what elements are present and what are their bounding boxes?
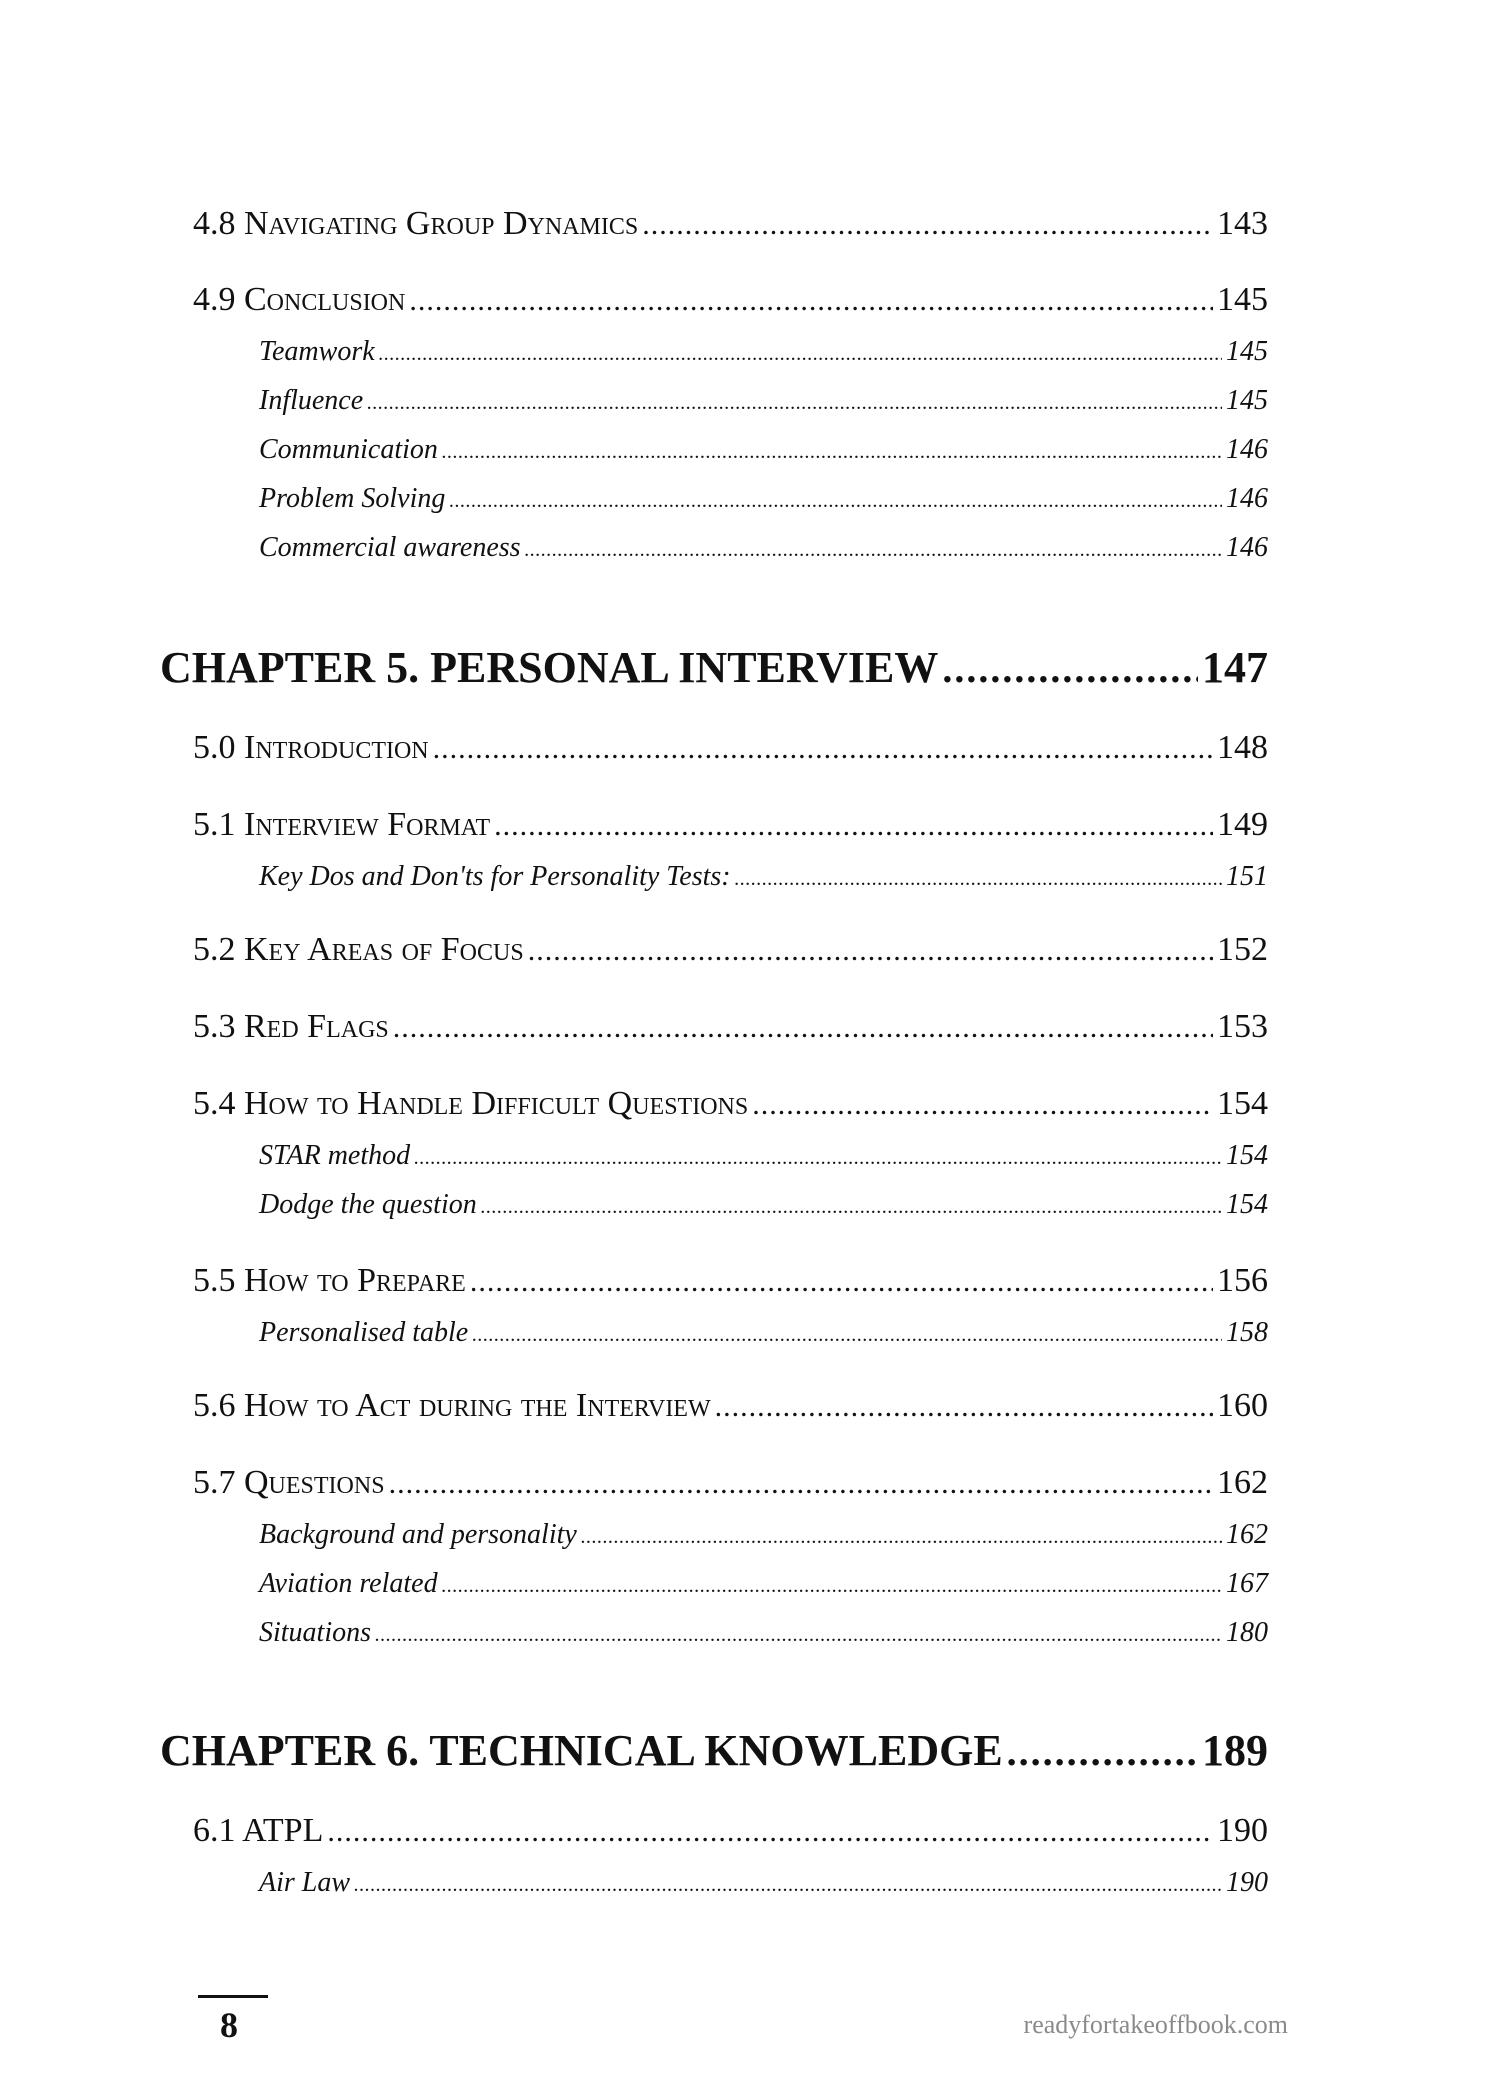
toc-page: 160 [1217, 1387, 1268, 1424]
toc-title: Air Law [259, 1867, 351, 1898]
toc-page: 154 [1226, 1189, 1268, 1220]
toc-section-5-7[interactable] [193, 1464, 1268, 1502]
toc-section-5-2[interactable] [193, 931, 1268, 969]
toc-page: 146 [1226, 483, 1268, 514]
toc-page: 145 [1226, 385, 1268, 416]
dot-leader [472, 1324, 1222, 1347]
toc-title: 4.8 Navigating Group Dynamics [193, 205, 639, 242]
dot-leader [433, 732, 1213, 766]
dot-leader [581, 1526, 1222, 1549]
page-number: 8 [220, 2005, 238, 2045]
toc-page: 152 [1217, 931, 1268, 968]
toc-page: 158 [1226, 1317, 1268, 1348]
toc-page: 145 [1226, 336, 1268, 367]
toc-subsection-key-dos[interactable] [259, 861, 1268, 893]
toc-title: STAR method [259, 1140, 411, 1171]
toc-subsection-air-law[interactable] [259, 1867, 1268, 1899]
toc-section-5-6[interactable] [193, 1387, 1268, 1425]
toc-subsection-problem-solving[interactable] [259, 483, 1268, 515]
toc-title: 5.1 Interview Format [193, 806, 491, 843]
footer-rule [198, 1995, 268, 1998]
toc-subsection-commercial-awareness[interactable] [259, 532, 1268, 564]
toc-title: Aviation related [259, 1568, 438, 1599]
toc-title: Key Dos and Don'ts for Personality Tests: [259, 861, 731, 892]
toc-page: 189 [1202, 1726, 1268, 1775]
dot-leader [327, 1815, 1213, 1849]
dot-leader [642, 208, 1213, 242]
toc-title: CHAPTER 5. PERSONAL INTERVIEW [160, 643, 939, 692]
dot-leader [942, 645, 1198, 692]
toc-page: 147 [1202, 643, 1268, 692]
toc-page: 145 [1217, 281, 1268, 318]
dot-leader [470, 1265, 1213, 1299]
toc-subsection-influence[interactable] [259, 385, 1268, 417]
toc-title: Communication [259, 434, 438, 465]
toc-title: CHAPTER 6. TECHNICAL KNOWLEDGE [160, 1726, 1003, 1775]
toc-title: Personalised table [259, 1317, 469, 1348]
dot-leader [393, 1011, 1213, 1045]
toc-page: 162 [1217, 1464, 1268, 1501]
toc-subsection-dodge-question[interactable] [259, 1189, 1268, 1221]
toc-section-5-0[interactable] [193, 729, 1268, 767]
toc-chapter-5[interactable] [160, 642, 1268, 693]
footer-website: readyfortakeoffbook.com [1023, 2010, 1288, 2039]
toc-page: 149 [1217, 806, 1268, 843]
toc-chapter-6[interactable] [160, 1725, 1268, 1776]
toc-subsection-star-method[interactable] [259, 1140, 1268, 1172]
toc-subsection-background[interactable] [259, 1519, 1268, 1551]
dot-leader [449, 490, 1222, 513]
toc-title: 5.7 Questions [193, 1464, 385, 1501]
toc-page: 151 [1226, 861, 1268, 892]
dot-leader [752, 1088, 1213, 1122]
toc-section-4-8[interactable] [193, 205, 1268, 243]
toc-page: 154 [1217, 1085, 1268, 1122]
toc-title: 5.2 Key Areas of Focus [193, 931, 524, 968]
toc-page: 162 [1226, 1519, 1268, 1550]
toc-section-5-3[interactable] [193, 1008, 1268, 1046]
dot-leader [735, 868, 1222, 891]
dot-leader [389, 1467, 1213, 1501]
toc-title: 5.6 How to Act during the Interview [193, 1387, 711, 1424]
toc-subsection-situations[interactable] [259, 1617, 1268, 1649]
toc-page: 153 [1217, 1008, 1268, 1045]
toc-title: Teamwork [259, 336, 375, 367]
dot-leader [414, 1147, 1222, 1170]
dot-leader [525, 539, 1222, 562]
dot-leader [367, 392, 1222, 415]
dot-leader [481, 1196, 1222, 1219]
dot-leader [715, 1390, 1213, 1424]
dot-leader [494, 809, 1213, 843]
toc-subsection-aviation-related[interactable] [259, 1568, 1268, 1600]
toc-title: 6.1 ATPL [193, 1812, 324, 1849]
dot-leader [354, 1874, 1222, 1897]
dot-leader [442, 441, 1222, 464]
toc-title: Background and personality [259, 1519, 577, 1550]
dot-leader [379, 343, 1222, 366]
toc-section-5-4[interactable] [193, 1085, 1268, 1123]
toc-title: Influence [259, 385, 364, 416]
toc-title: 5.3 Red Flags [193, 1008, 389, 1045]
dot-leader [375, 1624, 1222, 1647]
toc-section-5-1[interactable] [193, 806, 1268, 844]
dot-leader [1007, 1728, 1198, 1775]
toc-page: 148 [1217, 729, 1268, 766]
toc-title: 5.4 How to Handle Difficult Questions [193, 1085, 749, 1122]
toc-page: 156 [1217, 1262, 1268, 1299]
toc-title: 5.0 Introduction [193, 729, 429, 766]
toc-section-4-9[interactable] [193, 281, 1268, 319]
toc-section-5-5[interactable] [193, 1262, 1268, 1300]
dot-leader [409, 284, 1213, 318]
toc-page: 146 [1226, 434, 1268, 465]
toc-page: 167 [1226, 1568, 1268, 1599]
toc-page: 190 [1226, 1867, 1268, 1898]
toc-subsection-personalised-table[interactable] [259, 1317, 1268, 1349]
toc-section-6-1[interactable] [193, 1812, 1268, 1850]
toc-subsection-communication[interactable] [259, 434, 1268, 466]
toc-title: Dodge the question [259, 1189, 477, 1220]
dot-leader [442, 1575, 1222, 1598]
toc-page: 154 [1226, 1140, 1268, 1171]
toc-page: 180 [1226, 1617, 1268, 1648]
toc-page: 143 [1217, 205, 1268, 242]
toc-title: Problem Solving [259, 483, 446, 514]
dot-leader [528, 934, 1213, 968]
toc-page: 190 [1217, 1812, 1268, 1849]
toc-subsection-teamwork[interactable] [259, 336, 1268, 368]
toc-title: 5.5 How to Prepare [193, 1262, 466, 1299]
toc-title: 4.9 Conclusion [193, 281, 406, 318]
toc-title: Situations [259, 1617, 372, 1648]
toc-page: 146 [1226, 532, 1268, 563]
toc-title: Commercial awareness [259, 532, 521, 563]
